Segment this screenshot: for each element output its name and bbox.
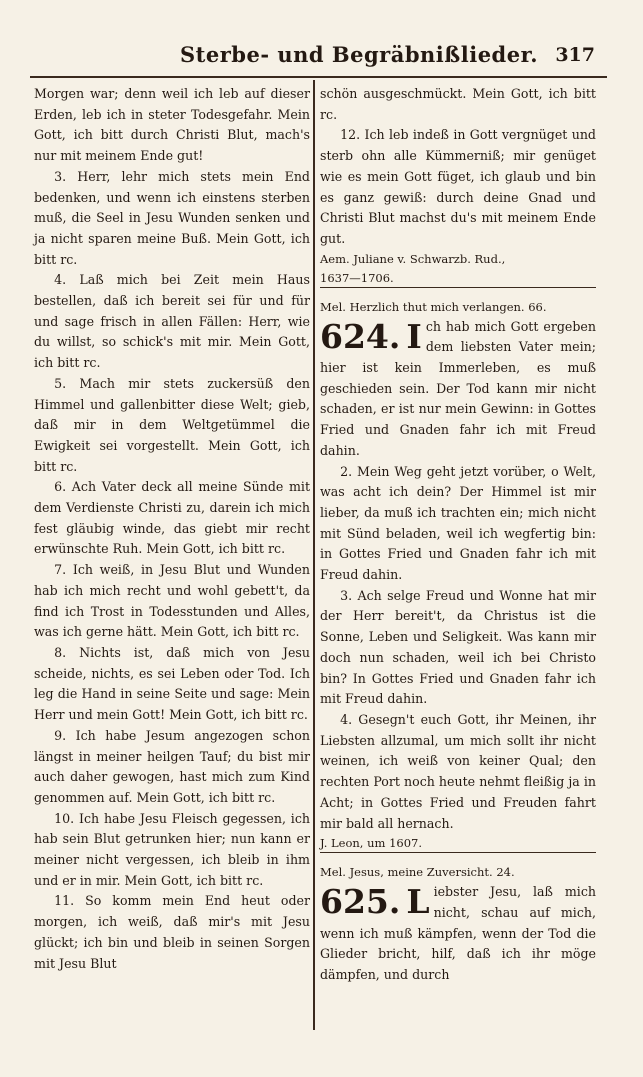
verse-paragraph: iebster Jesu, laß mich nicht, schau auf mich, wenn ich muß kämpfen, wenn der Tod die Glieder bricht, hilf, daß ich ihr möge dämpfen, und durch <box>320 884 596 983</box>
verse-paragraph: 10. Ich habe Jesu Fleisch gegessen, ich hab sein Blut getrunken hier; nun kann er meiner nicht vergessen, ich bleib in ihm und er in mir. Mein Gott, ich bitt rc. <box>34 810 310 888</box>
verse-paragraph: 2. Mein Weg geht jetzt vorüber, o Welt, was acht ich dein? Der Himmel ist mir lieber, da muß ich trachten ein; mich nicht mit Sünd beladen, weil ich wegfertig bin: in Gottes Fried und Gnaden fahr ich mit Freud dahin. <box>320 463 596 583</box>
verse-paragraph: ch hab mich Gott ergeben dem liebsten Vater mein; hier ist kein Immerleben, es muß geschieden sein. Der Tod kann mir nicht schaden, er ist nur mein Gewinn: in Gottes Fried und Gnaden fahr ich mit Freud dahin. <box>320 318 596 458</box>
verse-paragraph: 3. Ach selge Freud und Wonne hat mir der Herr bereit't, da Christus ist die Sonne, Leben und Seligkeit. Was kann mir doch nun schaden, weil ich bei Christo bin? In Gottes Fried und Gnaden fahr ich mit Freud dahin. <box>320 587 596 707</box>
verse-paragraph: 12. Ich leb indeß in Gott vergnüget und sterb ohn alle Kümmerniß; mir genüget wie es mein Gott füget, ich glaub und bin es ganz gewiß: durch deine Gnad und Christi Blut machst du's mit meinem Ende gut. <box>320 127 596 246</box>
melody-line: Mel. Herzlich thut mich verlangen. 66. <box>320 299 547 314</box>
verse-continuation: schön ausgeschmückt. Mein Gott, ich bitt rc. <box>320 86 596 122</box>
drop-cap: I <box>406 316 422 356</box>
hymn-625 <box>320 882 596 986</box>
left-column <box>34 84 310 974</box>
verse-paragraph: Morgen war; denn weil ich leb auf dieser Erden, leb ich in steter Todesgefahr. Mein Gott, ich bitt durch Christi Blut, mach's nur mit meinem Ende gut! <box>34 86 310 164</box>
author-dates: 1637—1706. <box>320 270 394 285</box>
hymn-separator <box>320 287 596 288</box>
verse-paragraph: 8. Nichts ist, daß mich von Jesu scheide, nichts, es sei Leben oder Tod. Ich leg die Hand in seine Seite und sage: Mein Herr und mein Gott! Mein Gott, ich bitt rc. <box>34 644 310 723</box>
verse-paragraph: 3. Herr, lehr mich stets mein End bedenken, und wenn ich einstens sterben muß, die Seel in Jesu Wunden senken und ja nicht sparen meine Buß. Mein Gott, ich bitt rc. <box>34 168 310 267</box>
running-title: Sterbe- und Begräbnißlieder. <box>180 42 539 67</box>
hymn-624 <box>320 317 596 462</box>
verse-paragraph: 7. Ich weiß, in Jesu Blut und Wunden hab ich mich recht und wohl gebett't, da find ich Trost in Todesstunden und Alles, was ich gerne hätt. Mein Gott, ich bitt rc. <box>34 562 310 640</box>
page-number: 317 <box>555 44 595 66</box>
melody-line: Mel. Jesus, meine Zuversicht. 24. <box>320 865 515 880</box>
author-attribution: J. Leon, um 1607. <box>320 836 423 851</box>
hymn-number: 625. <box>320 882 401 922</box>
page-header <box>0 38 643 78</box>
verse-paragraph: 6. Ach Vater deck all meine Sünde mit dem Verdienste Christi zu, darein ich mich fest gläubig winde, das giebt mir recht erwünschte Ruh. Mein Gott, ich bitt rc. <box>34 479 310 557</box>
hymn-number: 624. <box>320 316 401 356</box>
header-rule <box>30 76 607 78</box>
hymn-separator <box>320 852 596 853</box>
right-column <box>320 84 596 986</box>
verse-paragraph: 4. Gesegn't euch Gott, ihr Meinen, ihr Liebsten allzumal, um mich sollt ihr nicht weinen, ich weiß von keiner Qual; den rechten Port noch heute nehmt fleißig ja in Acht; in Gottes Fried und Freuden fahrt mir bald all hernach. <box>320 711 596 831</box>
author-attribution: Aem. Juliane v. Schwarzb. Rud., <box>320 251 506 266</box>
verse-paragraph: 11. So komm mein End heut oder morgen, ich weiß, daß mir's mit Jesu glückt; ich bin und bleib in seinen Sorgen mit Jesu Blut <box>34 893 310 971</box>
column-divider <box>313 80 315 1030</box>
verse-paragraph: 5. Mach mir stets zuckersüß den Himmel und gallenbitter diese Welt; gieb, daß mir in dem Weltgetümmel die Ewigkeit sei vorgestellt. Mein Gott, ich bitt rc. <box>34 375 310 474</box>
verse-paragraph: 4. Laß mich bei Zeit mein Haus bestellen, daß ich bereit sei für und für und sage frisch in allen Fällen: Herr, wie du willst, so schick's mit mir. Mein Gott, ich bitt rc. <box>34 272 310 371</box>
verse-paragraph: 9. Ich habe Jesum angezogen schon längst in meiner heilgen Tauf; du bist mir auch daher gewogen, hast mich zum Kind genommen auf. Mein Gott, ich bitt rc. <box>34 727 310 805</box>
drop-cap: L <box>406 882 430 922</box>
